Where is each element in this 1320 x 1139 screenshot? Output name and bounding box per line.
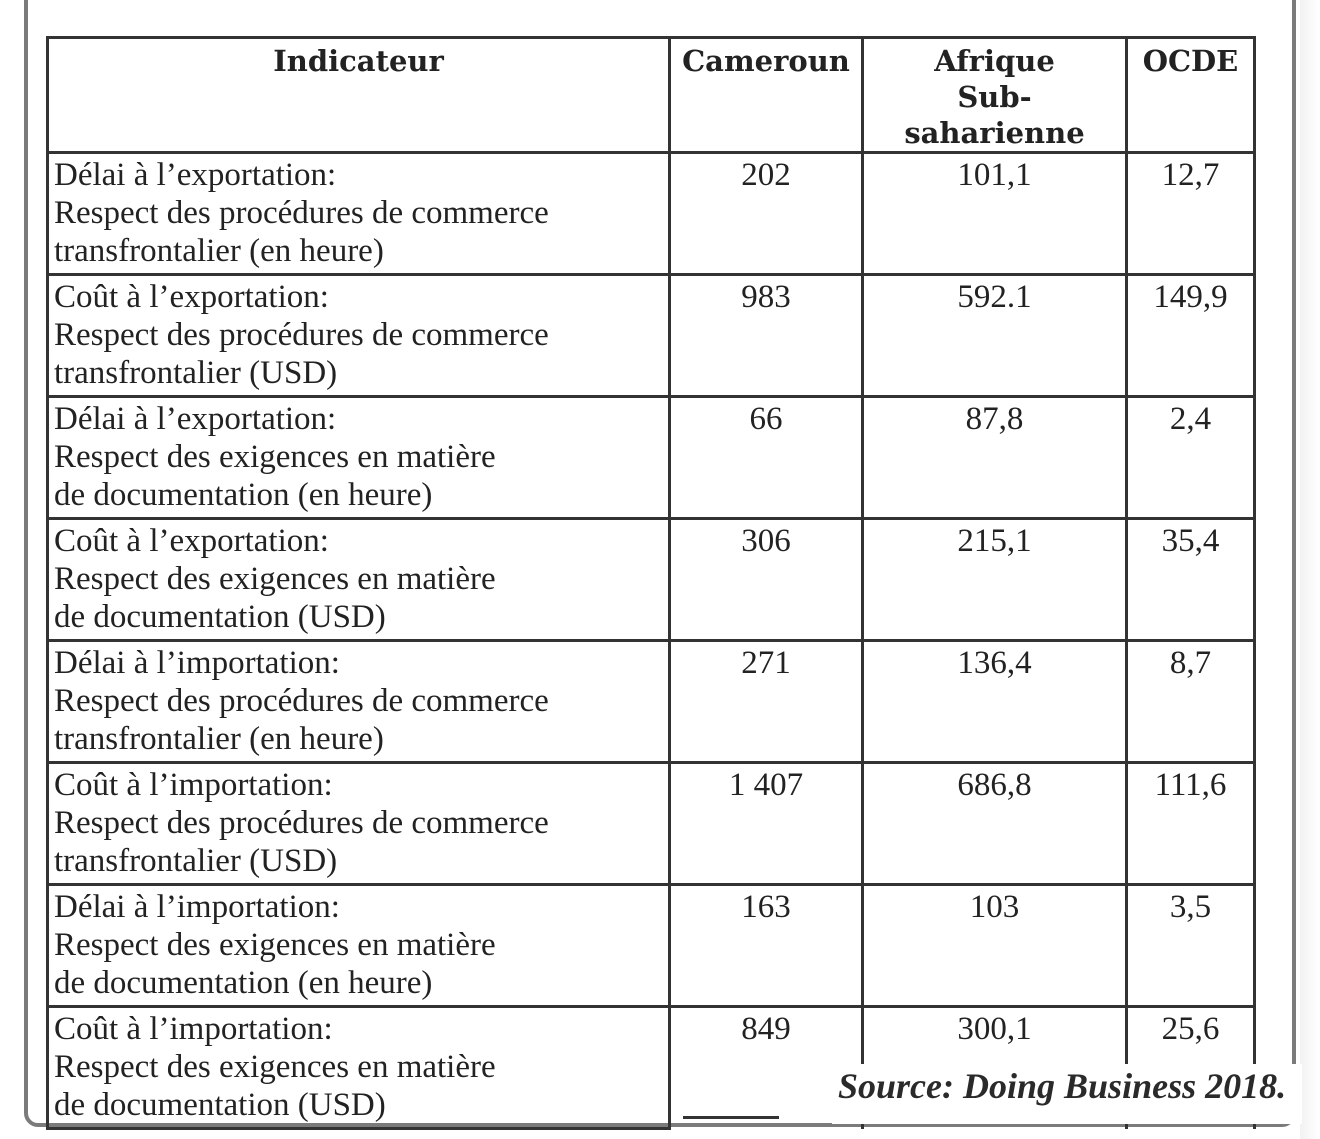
indicator-cell <box>48 397 670 519</box>
indicator-line2: Respect des exigences en matière <box>54 1049 496 1085</box>
indicator-line2: Respect des procédures de commerce <box>54 195 549 231</box>
indicator-line3: de documentation (USD) <box>54 599 386 635</box>
value-cameroun: 1 407 <box>670 763 863 885</box>
indicator-line1: Coût à l’importation: <box>54 1011 333 1047</box>
value-afrique: 686,8 <box>863 763 1127 885</box>
indicator-line1: Coût à l’exportation: <box>54 279 329 315</box>
header-afrique-line2: Sub-saharienne <box>904 80 1085 150</box>
value-afrique: 103 <box>863 885 1127 1007</box>
value-ocde: 3,5 <box>1127 885 1255 1007</box>
value-cameroun: 163 <box>670 885 863 1007</box>
value-cameroun: 306 <box>670 519 863 641</box>
value-ocde: 35,4 <box>1127 519 1255 641</box>
indicator-line1: Coût à l’exportation: <box>54 523 329 559</box>
indicator-cell <box>48 275 670 397</box>
indicator-line1: Coût à l’importation: <box>54 767 333 803</box>
indicator-cell <box>48 641 670 763</box>
value-cameroun: 271 <box>670 641 863 763</box>
table-header-row <box>48 38 1255 153</box>
indicator-line2: Respect des exigences en matière <box>54 927 496 963</box>
value-ocde: 12,7 <box>1127 153 1255 275</box>
table-row <box>48 763 1255 885</box>
indicator-line3: de documentation (USD) <box>54 1087 386 1123</box>
value-ocde: 25,6 <box>1127 1007 1255 1129</box>
indicator-cell <box>48 885 670 1007</box>
header-indicateur: Indicateur <box>48 38 670 153</box>
value-cameroun: 849 <box>670 1007 863 1129</box>
indicator-cell <box>48 1007 670 1129</box>
table-row <box>48 519 1255 641</box>
value-afrique: 592.1 <box>863 275 1127 397</box>
value-cameroun: 202 <box>670 153 863 275</box>
header-afrique <box>863 38 1127 153</box>
header-afrique-line1: Afrique <box>934 44 1055 78</box>
value-afrique: 87,8 <box>863 397 1127 519</box>
indicator-line3: transfrontalier (USD) <box>54 355 338 391</box>
value-cameroun: 983 <box>670 275 863 397</box>
value-cameroun: 66 <box>670 397 863 519</box>
table-row <box>48 885 1255 1007</box>
value-afrique: 136,4 <box>863 641 1127 763</box>
indicator-cell <box>48 763 670 885</box>
indicator-line2: Respect des procédures de commerce <box>54 805 549 841</box>
table-row <box>48 397 1255 519</box>
value-ocde: 149,9 <box>1127 275 1255 397</box>
header-cameroun: Cameroun <box>670 38 863 153</box>
indicator-line2: Respect des exigences en matière <box>54 439 496 475</box>
indicator-line2: Respect des exigences en matière <box>54 561 496 597</box>
value-ocde: 111,6 <box>1127 763 1255 885</box>
indicator-line1: Délai à l’exportation: <box>54 401 337 437</box>
indicator-line3: de documentation (en heure) <box>54 477 433 513</box>
header-ocde: OCDE <box>1127 38 1255 153</box>
value-afrique: 300,1 <box>863 1007 1127 1129</box>
indicator-line2: Respect des procédures de commerce <box>54 683 549 719</box>
indicator-line1: Délai à l’exportation: <box>54 157 337 193</box>
value-afrique: 215,1 <box>863 519 1127 641</box>
value-afrique: 101,1 <box>863 153 1127 275</box>
indicator-table <box>46 36 1256 1130</box>
table-row <box>48 641 1255 763</box>
value-ocde: 8,7 <box>1127 641 1255 763</box>
table-row <box>48 153 1255 275</box>
indicator-cell <box>48 519 670 641</box>
indicator-cell <box>48 153 670 275</box>
indicator-line3: transfrontalier (USD) <box>54 843 338 879</box>
page-edge-shadow <box>1300 0 1320 1139</box>
indicator-line1: Délai à l’importation: <box>54 889 340 925</box>
indicator-line1: Délai à l’importation: <box>54 645 340 681</box>
indicator-line3: transfrontalier (en heure) <box>54 721 384 757</box>
indicator-line3: transfrontalier (en heure) <box>54 233 384 269</box>
value-ocde: 2,4 <box>1127 397 1255 519</box>
source-note: Source: Doing Business 2018. <box>838 1066 1287 1106</box>
indicator-line2: Respect des procédures de commerce <box>54 317 549 353</box>
table-bottom-rule <box>683 1116 779 1119</box>
indicator-line3: de documentation (en heure) <box>54 965 433 1001</box>
table-row <box>48 275 1255 397</box>
